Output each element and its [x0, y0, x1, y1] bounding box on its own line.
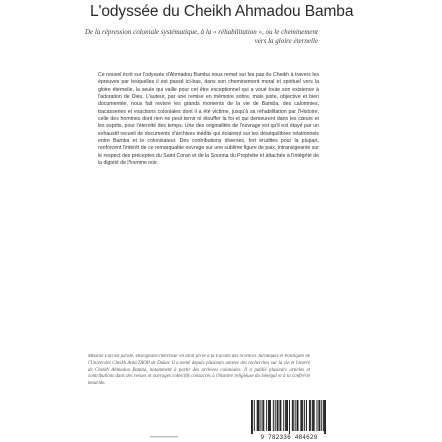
barcode-bar: [287, 400, 288, 431]
barcode-bar: [324, 400, 325, 434]
isbn-digits: 9 782336 484629: [260, 434, 318, 441]
barcode-icon: [247, 400, 331, 434]
barcode-bar: [302, 400, 303, 431]
barcode-bar: [278, 400, 279, 431]
barcode-bar: [297, 400, 298, 431]
barcode-bar: [259, 400, 260, 431]
barcode-bar: [321, 400, 322, 431]
barcode-bar: [304, 400, 305, 431]
barcode-bar: [266, 400, 267, 431]
barcode-bar: [323, 400, 324, 431]
barcode-bar: [262, 400, 263, 431]
barcode-bar: [298, 400, 299, 431]
barcode-bar: [325, 400, 326, 434]
author-bio: Mbacké Fall est juriste, enseignant-chercheur en droit privé à la Faculté des Sciences Juridiques et Politiques de l'Université Cheikh Anta DIOP de Dakar. Il a mené depuis plusieurs années des recherches sur la vie et l'œuvre de Cheikh Ahmadou Bamba, notamment à partir des archives coloniales. Il a publié plusieurs articles et contributions dans des revues et ouvrages collectifs consacrés à l'histoire religieuse du Sénégal et à la confrérie mouride.: [88, 354, 310, 387]
barcode-bar: [306, 400, 307, 431]
barcode-bar: [313, 400, 314, 431]
book-subtitle: De la répression coloniale systématique, à la « réhabilitation », ou le cheminement vers la gloire éternelle: [84, 28, 318, 45]
publisher-mark: [150, 426, 178, 430]
barcode-bar: [289, 400, 290, 434]
barcode-bar: [309, 400, 310, 431]
barcode-bar: [252, 400, 253, 434]
barcode-bar: [269, 400, 270, 431]
barcode-bar: [300, 400, 301, 431]
barcode-bar: [319, 400, 320, 431]
barcode-bar: [273, 400, 274, 431]
barcode-bar: [258, 400, 259, 431]
barcode-bar: [280, 400, 281, 431]
barcode-bar: [254, 400, 255, 431]
barcode-bar: [283, 400, 284, 431]
barcode-bar: [257, 400, 258, 431]
barcode-bar: [270, 400, 271, 431]
barcode-bar: [293, 400, 294, 431]
barcode-bar: [285, 400, 286, 431]
barcode-bar: [280, 400, 281, 431]
barcode-bar: [268, 400, 269, 431]
barcode-bar: [292, 400, 293, 431]
barcode-bar: [295, 400, 296, 431]
barcode-bar: [318, 400, 319, 431]
barcode-bar: [310, 400, 311, 431]
barcode-bar: [286, 400, 287, 431]
book-description: Ce nouvel écrit sur l'odyssée d'Ahmadou Bamba nous remet sur les pas du Cheikh à travers les épreuves par lesquelles il est passé ici-bas, dans son cheminement moral et spirituel vers la gloire éternelle, la seule qui vaille pour cet être exceptionnel qui a voué toute son existence à l'adoration de Dieu. L'auteur, par une remise en mémoire sobre, mais juste, objective et bien documentée, nous fait revivre les grands moments de la vie de Bamba, des calomnies, tracasseries et exactions coloniales dont il a été victime, jusqu'à sa réhabilitation par l'Histoire, celle des hommes dont rien ne peut ternir ni étouffer la foi et qui demeurent dans les cœurs et les esprits, pour l'éternité des temps. Une des originalités de l'ouvrage est qu'il est étayé par un exhaustif recueil de documents d'archives inédits qui éclairent sur les déséquilibres relationnels entre Bamba et le colonisateur. Des contributions diverses, fort érudites pour la plupart, renforcent l'intérêt de ce remarquable ouvrage sur une sublime figure de paix, intransigeante sur le respect des préceptes du Saint Coran et de la Sounna du Prophète et attachée à l'intégrité de la dignité de l'homme noir.: [98, 72, 320, 167]
barcode-bar: [263, 400, 264, 431]
book-title: L'odyssée du Cheikh Ahmadou Bamba: [90, 3, 354, 20]
publisher-mark-icon: [150, 435, 178, 439]
barcode-bar: [301, 400, 302, 431]
barcode-bar: [251, 400, 252, 434]
barcode-bar: [275, 400, 276, 431]
barcode-bar: [317, 400, 318, 431]
barcode-bar: [261, 400, 262, 431]
barcode-bar: [277, 400, 278, 431]
barcode-bar: [312, 400, 313, 431]
barcode-bar: [314, 400, 315, 431]
